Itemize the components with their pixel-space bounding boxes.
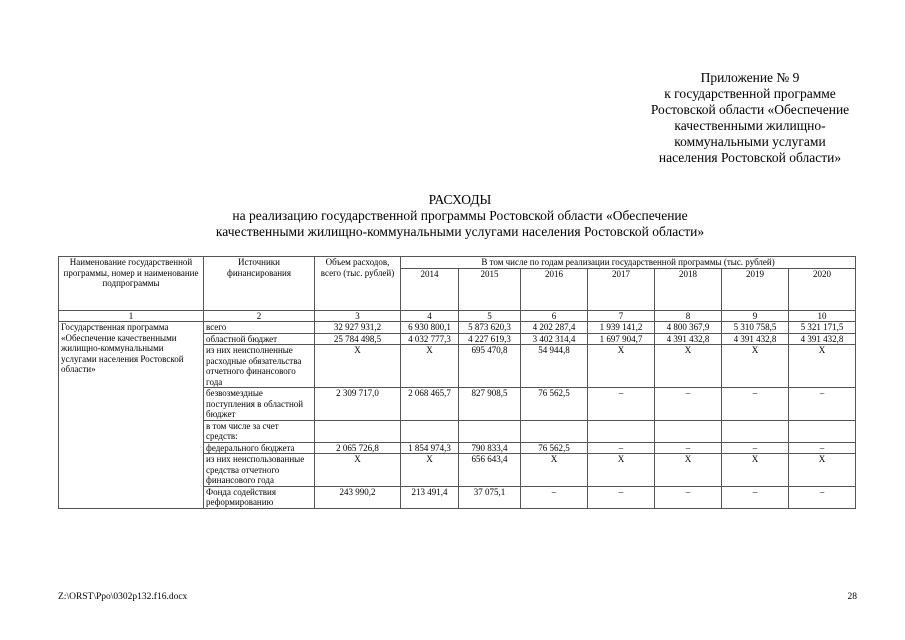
value-cell: 2 068 465,7 (401, 388, 459, 421)
value-cell: – (722, 442, 789, 454)
value-cell: X (315, 345, 401, 388)
source-cell: из них неиспользованные средства отчетного финансового года (204, 454, 315, 487)
column-number: 9 (722, 310, 789, 322)
column-number: 1 (59, 310, 204, 322)
value-cell: – (655, 388, 722, 421)
value-cell: 4 800 367,9 (655, 322, 722, 334)
expenses-table (58, 256, 856, 509)
heading-title: РАСХОДЫ (428, 192, 492, 207)
appendix-line: Приложение № 9 (700, 70, 800, 85)
value-cell: 4 202 287,4 (521, 322, 588, 334)
value-cell: X (655, 345, 722, 388)
value-cell: 6 930 800,1 (401, 322, 459, 334)
value-cell: 1 939 141,2 (588, 322, 655, 334)
column-number: 2 (204, 310, 315, 322)
source-cell: безвозмездные поступления в областной бюджет (204, 388, 315, 421)
table-row (59, 322, 856, 334)
value-cell: 2 065 726,8 (315, 442, 401, 454)
value-cell: 5 873 620,3 (459, 322, 521, 334)
footer-file-path: Z:\ORST\Ppo\0302p132.f16.docx (58, 592, 188, 602)
source-cell: всего (204, 322, 315, 334)
value-cell: 656 643,4 (459, 454, 521, 487)
header-year: 2020 (789, 268, 856, 310)
value-cell: X (789, 345, 856, 388)
value-cell: – (588, 388, 655, 421)
heading-line: на реализацию государственной программы Ростовской области «Обеспечение (232, 208, 688, 223)
appendix-line: качественными жилищно- (674, 118, 826, 133)
value-cell: 54 944,8 (521, 345, 588, 388)
program-name-cell: Государственная программа «Обеспечение качественными жилищно-коммунальными услугами населения Ростовской области» (59, 322, 204, 509)
header-total: Объем расходов, всего (тыс. рублей) (315, 257, 401, 311)
value-cell: X (655, 454, 722, 487)
value-cell: X (521, 454, 588, 487)
value-cell: X (588, 454, 655, 487)
header-name: Наименование государственной программы, номер и наименование подпрограммы (59, 257, 204, 311)
value-cell (315, 420, 401, 442)
header-year: 2019 (722, 268, 789, 310)
document-heading (60, 192, 860, 240)
value-cell (588, 420, 655, 442)
value-cell (722, 420, 789, 442)
appendix-block (600, 70, 900, 166)
appendix-line: населения Ростовской области» (658, 150, 842, 165)
header-year: 2016 (521, 268, 588, 310)
value-cell (521, 420, 588, 442)
value-cell: – (655, 442, 722, 454)
header-year: 2015 (459, 268, 521, 310)
value-cell: 32 927 931,2 (315, 322, 401, 334)
header-year: 2017 (588, 268, 655, 310)
column-number: 4 (401, 310, 459, 322)
value-cell: 2 309 717,0 (315, 388, 401, 421)
value-cell: – (789, 388, 856, 421)
column-number: 8 (655, 310, 722, 322)
value-cell: 4 032 777,3 (401, 333, 459, 345)
value-cell: 3 402 314,4 (521, 333, 588, 345)
value-cell: X (401, 345, 459, 388)
value-cell: 76 562,5 (521, 388, 588, 421)
value-cell: 4 227 619,3 (459, 333, 521, 345)
value-cell: – (789, 486, 856, 508)
value-cell: – (588, 442, 655, 454)
value-cell (459, 420, 521, 442)
value-cell: 243 990,2 (315, 486, 401, 508)
value-cell: 213 491,4 (401, 486, 459, 508)
value-cell: 76 562,5 (521, 442, 588, 454)
value-cell: 5 310 758,5 (722, 322, 789, 334)
value-cell: 790 833,4 (459, 442, 521, 454)
value-cell (401, 420, 459, 442)
column-number: 3 (315, 310, 401, 322)
value-cell: 37 075,1 (459, 486, 521, 508)
value-cell: 25 784 498,5 (315, 333, 401, 345)
appendix-line: коммунальными услугами (674, 134, 826, 149)
appendix-line: Ростовской области «Обеспечение (650, 102, 850, 117)
column-number: 6 (521, 310, 588, 322)
value-cell: – (588, 486, 655, 508)
value-cell: 695 470,8 (459, 345, 521, 388)
value-cell: 4 391 432,8 (722, 333, 789, 345)
table-header-row (59, 257, 856, 269)
source-cell: из них неисполненные расходные обязательства отчетного финансового года (204, 345, 315, 388)
header-year: 2014 (401, 268, 459, 310)
source-cell: Фонда содействия реформированию (204, 486, 315, 508)
value-cell: X (789, 454, 856, 487)
header-by-years: В том числе по годам реализации государственной программы (тыс. рублей) (401, 257, 856, 269)
value-cell: X (722, 345, 789, 388)
value-cell: X (315, 454, 401, 487)
value-cell: 5 321 171,5 (789, 322, 856, 334)
value-cell (655, 420, 722, 442)
source-cell: в том числе за счет средств: (204, 420, 315, 442)
heading-line: качественными жилищно-коммунальными услугами населения Ростовской области» (215, 224, 705, 239)
column-number: 7 (588, 310, 655, 322)
column-number-row (59, 310, 856, 322)
source-cell: областной бюджет (204, 333, 315, 345)
value-cell: – (521, 486, 588, 508)
column-number: 5 (459, 310, 521, 322)
value-cell: X (588, 345, 655, 388)
value-cell: 827 908,5 (459, 388, 521, 421)
value-cell: 4 391 432,8 (655, 333, 722, 345)
header-year: 2018 (655, 268, 722, 310)
value-cell: X (722, 454, 789, 487)
value-cell: – (722, 486, 789, 508)
value-cell: – (655, 486, 722, 508)
footer-page-number: 28 (847, 592, 857, 602)
value-cell: – (789, 442, 856, 454)
column-number: 10 (789, 310, 856, 322)
header-source: Источники финансирования (204, 257, 315, 311)
value-cell (789, 420, 856, 442)
source-cell: федерального бюджета (204, 442, 315, 454)
value-cell: 1 697 904,7 (588, 333, 655, 345)
value-cell: X (401, 454, 459, 487)
value-cell: 4 391 432,8 (789, 333, 856, 345)
value-cell: 1 854 974,3 (401, 442, 459, 454)
appendix-line: к государственной программе (664, 86, 836, 101)
value-cell: – (722, 388, 789, 421)
